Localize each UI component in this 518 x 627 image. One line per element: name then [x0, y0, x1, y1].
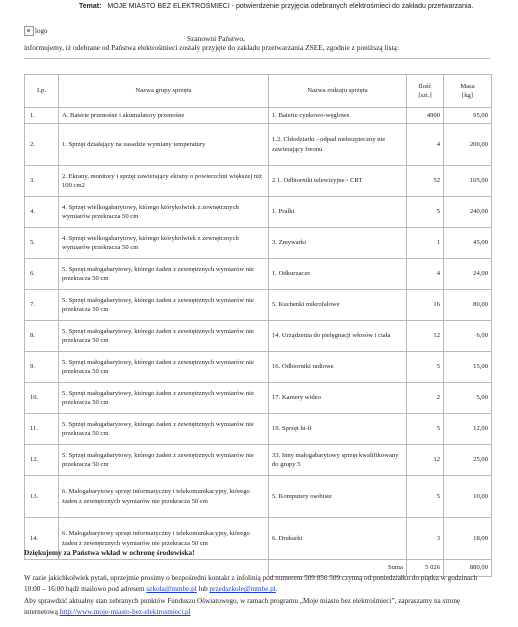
cell-lp: 11.	[25, 414, 59, 445]
cell-type: 14. Urządzenia do pielęgnacji włosów i ciała	[269, 321, 407, 352]
cell-mass: 45,00	[444, 228, 492, 259]
cell-mass: 6,00	[444, 321, 492, 352]
subject-subtitle: - potwierdzenie przyjęcia odebranych elektrośmieci do zakładu przetwarzania.	[231, 3, 474, 10]
cell-mass: 5,00	[444, 383, 492, 414]
cell-group: 6. Małogabarytowy sprzęt informatyczny i telekomunikacyjny, którego żaden z zewnętrznych wymiarów nie przekracza 50 cm	[59, 476, 269, 518]
table-row	[25, 166, 492, 197]
table-row	[25, 259, 492, 290]
cell-group: 5. Sprzęt małogabarytowy, którego żaden z zewnętrznych wymiarów nie przekracza 50 cm	[59, 321, 269, 352]
cell-type: 19. Sprzęt hi-fi	[269, 414, 407, 445]
cell-mass: 12,00	[444, 414, 492, 445]
email-subject	[79, 3, 473, 10]
subject-title: MOJE MIASTO BEZ ELEKTROŚMIECI	[107, 3, 230, 10]
table-row	[25, 445, 492, 476]
cell-type: 33. Inny małogabarytowy sprzęt kwalifikowany do grupy 5	[269, 445, 407, 476]
sum-qty: 5 026	[407, 560, 444, 577]
table-row	[25, 321, 492, 352]
cell-group: 5. Sprzęt małogabarytowy, którego żaden z zewnętrznych wymiarów nie przekracza 50 cm	[59, 259, 269, 290]
header-group: Nazwa grupy sprzętu	[59, 75, 269, 108]
cell-type: 2.1. Odbiorniki telewizyjne - CRT	[269, 166, 407, 197]
cell-group: 5. Sprzęt małogabarytowy, którego żaden z zewnętrznych wymiarów nie przekracza 50 cm	[59, 290, 269, 321]
equipment-table	[24, 74, 492, 577]
cell-group: 5. Sprzęt małogabarytowy, którego żaden z zewnętrznych wymiarów nie przekracza 50 cm	[59, 414, 269, 445]
cell-group: A. Baterie przenośne i akumulatory przenośne	[59, 108, 269, 124]
cell-lp: 3.	[25, 166, 59, 197]
table-row	[25, 383, 492, 414]
cell-type: 5. Kuchenki mikrofalowe	[269, 290, 407, 321]
table-row	[25, 124, 492, 166]
cell-lp: 2.	[25, 124, 59, 166]
cell-lp: 4.	[25, 197, 59, 228]
cell-qty: 5	[407, 414, 444, 445]
cell-group: 5. Sprzęt małogabarytowy, którego żaden z zewnętrznych wymiarów nie przekracza 50 cm	[59, 445, 269, 476]
divider	[24, 58, 490, 59]
table-row	[25, 476, 492, 518]
table-row	[25, 352, 492, 383]
cell-type: 16. Odbiorniki radiowe	[269, 352, 407, 383]
header-qty-label: Ilość	[418, 82, 432, 90]
cell-qty: 5	[407, 476, 444, 518]
cell-qty: 16	[407, 290, 444, 321]
cell-qty: 5	[407, 197, 444, 228]
table-header-row	[25, 75, 492, 108]
cell-lp: 7.	[25, 290, 59, 321]
header-qty-unit: [szt.]	[418, 92, 432, 99]
thanks-message: Dziękujemy za Państwa wkład w ochronę środowiska!	[24, 548, 195, 557]
cell-mass: 25,00	[444, 445, 492, 476]
cell-mass: 95,00	[444, 108, 492, 124]
header-lp: Lp.	[25, 75, 59, 108]
sum-label: Suma	[269, 560, 407, 577]
cell-type: 5. Komputery osobiste	[269, 476, 407, 518]
intro-text: informujemy, iż odebrane od Państwa elektrośmieci zostały przyjęte do zakładu przetwarzania ZSEE, zgodnie z poniższą listą:	[24, 43, 399, 52]
cell-type: 17. Kamery wideo	[269, 383, 407, 414]
table-row	[25, 414, 492, 445]
cell-qty: 3	[407, 518, 444, 560]
cell-group: 5. Sprzęt małogabarytowy, którego żaden z zewnętrznych wymiarów nie przekracza 50 cm	[59, 352, 269, 383]
contact-text: W razie jakichkolwiek pytań, uprzejmie prosimy o bezpośredni kontakt z infolinią pod numerem 509 856 509 czynną od poniedziałku do piątku w godzinach 10:00 – 16:00 bądź mailowo pod adresem	[24, 574, 478, 594]
cell-lp: 9.	[25, 352, 59, 383]
cell-mass: 200,00	[444, 124, 492, 166]
points-text: Aby sprawdzić aktualny stan zebranych punktów Funduszu Oświatowego, w ramach programu „Moje miasto bez elektrośmieci”, zapraszamy na stronę internetową	[24, 596, 461, 617]
cell-lp: 12.	[25, 445, 59, 476]
cell-mass: 18,00	[444, 518, 492, 560]
table-row	[25, 108, 492, 124]
cell-type: 1. Pralki	[269, 197, 407, 228]
cell-group: 6. Małogabarytowy sprzęt informatyczny i telekomunikacyjny, którego żaden z zewnętrznych wymiarów nie przekracza 50 cm	[59, 518, 269, 560]
cell-qty: 4	[407, 259, 444, 290]
cell-lp: 6.	[25, 259, 59, 290]
cell-group: 4. Sprzęt wielkogabarytowy, którego którykolwiek z zewnętrznych wymiarów przekracza 50 cm	[59, 228, 269, 259]
header-qty	[407, 75, 444, 108]
cell-qty: 2	[407, 383, 444, 414]
cell-group: 2. Ekrany, monitory i sprzęt zawierający ekrany o powierzchni większej niż 100 cm2	[59, 166, 269, 197]
cell-qty: 4	[407, 124, 444, 166]
subject-label: Temat:	[79, 3, 102, 10]
cell-type: 1.2. Chłodziarki - odpad niebezpieczny nie zawierający freonu	[269, 124, 407, 166]
cell-type: 1. Odkurzacze	[269, 259, 407, 290]
header-mass-unit: [kg]	[462, 92, 473, 99]
cell-lp: 14.	[25, 518, 59, 560]
website-link[interactable]: http://www.moje-miasto-bez-elektrosmieci.pl	[59, 608, 191, 617]
contact-end: .	[275, 585, 278, 594]
table-row	[25, 290, 492, 321]
cell-mass: 10,00	[444, 476, 492, 518]
school-email-link[interactable]: szkola@mmbe.pl	[146, 585, 197, 594]
cell-lp: 13.	[25, 476, 59, 518]
cell-qty: 5	[407, 352, 444, 383]
cell-qty: 1	[407, 228, 444, 259]
table-row	[25, 228, 492, 259]
cell-mass: 80,00	[444, 290, 492, 321]
logo-alt-text: logo	[35, 27, 48, 35]
cell-group: 5. Sprzęt małogabarytowy, którego żaden z zewnętrznych wymiarów nie przekracza 50 cm	[59, 383, 269, 414]
cell-type: 1. Baterie cynkowo-węglowe	[269, 108, 407, 124]
logo	[24, 26, 47, 36]
cell-mass: 24,00	[444, 259, 492, 290]
cell-lp: 1.	[25, 108, 59, 124]
broken-image-icon	[24, 26, 34, 36]
header-type: Nazwa rodzaju sprzętu	[269, 75, 407, 108]
contact-info	[24, 573, 494, 619]
header-mass-label: Masa	[460, 82, 475, 90]
cell-qty: 12	[407, 321, 444, 352]
contact-or: lub	[198, 585, 208, 594]
greeting: Szanowni Państwo,	[187, 34, 245, 43]
cell-type: 3. Zmywarki	[269, 228, 407, 259]
cell-mass: 240,00	[444, 197, 492, 228]
sum-mass: 880,00	[444, 560, 492, 577]
cell-mass: 15,00	[444, 352, 492, 383]
cell-qty: 12	[407, 445, 444, 476]
header-mass	[444, 75, 492, 108]
cell-mass: 105,00	[444, 166, 492, 197]
preschool-email-link[interactable]: przedszkole@mmbe.pl	[209, 585, 276, 594]
cell-type: 6. Drukarki	[269, 518, 407, 560]
cell-group: 4. Sprzęt wielkogabarytowy, którego którykolwiek z zewnętrznych wymiarów przekracza 50 cm	[59, 197, 269, 228]
cell-qty: 4900	[407, 108, 444, 124]
cell-lp: 10.	[25, 383, 59, 414]
cell-lp: 5.	[25, 228, 59, 259]
cell-lp: 8.	[25, 321, 59, 352]
cell-qty: 52	[407, 166, 444, 197]
cell-group: 1. Sprzęt działający na zasadzie wymiany temperatury	[59, 124, 269, 166]
table-row	[25, 197, 492, 228]
